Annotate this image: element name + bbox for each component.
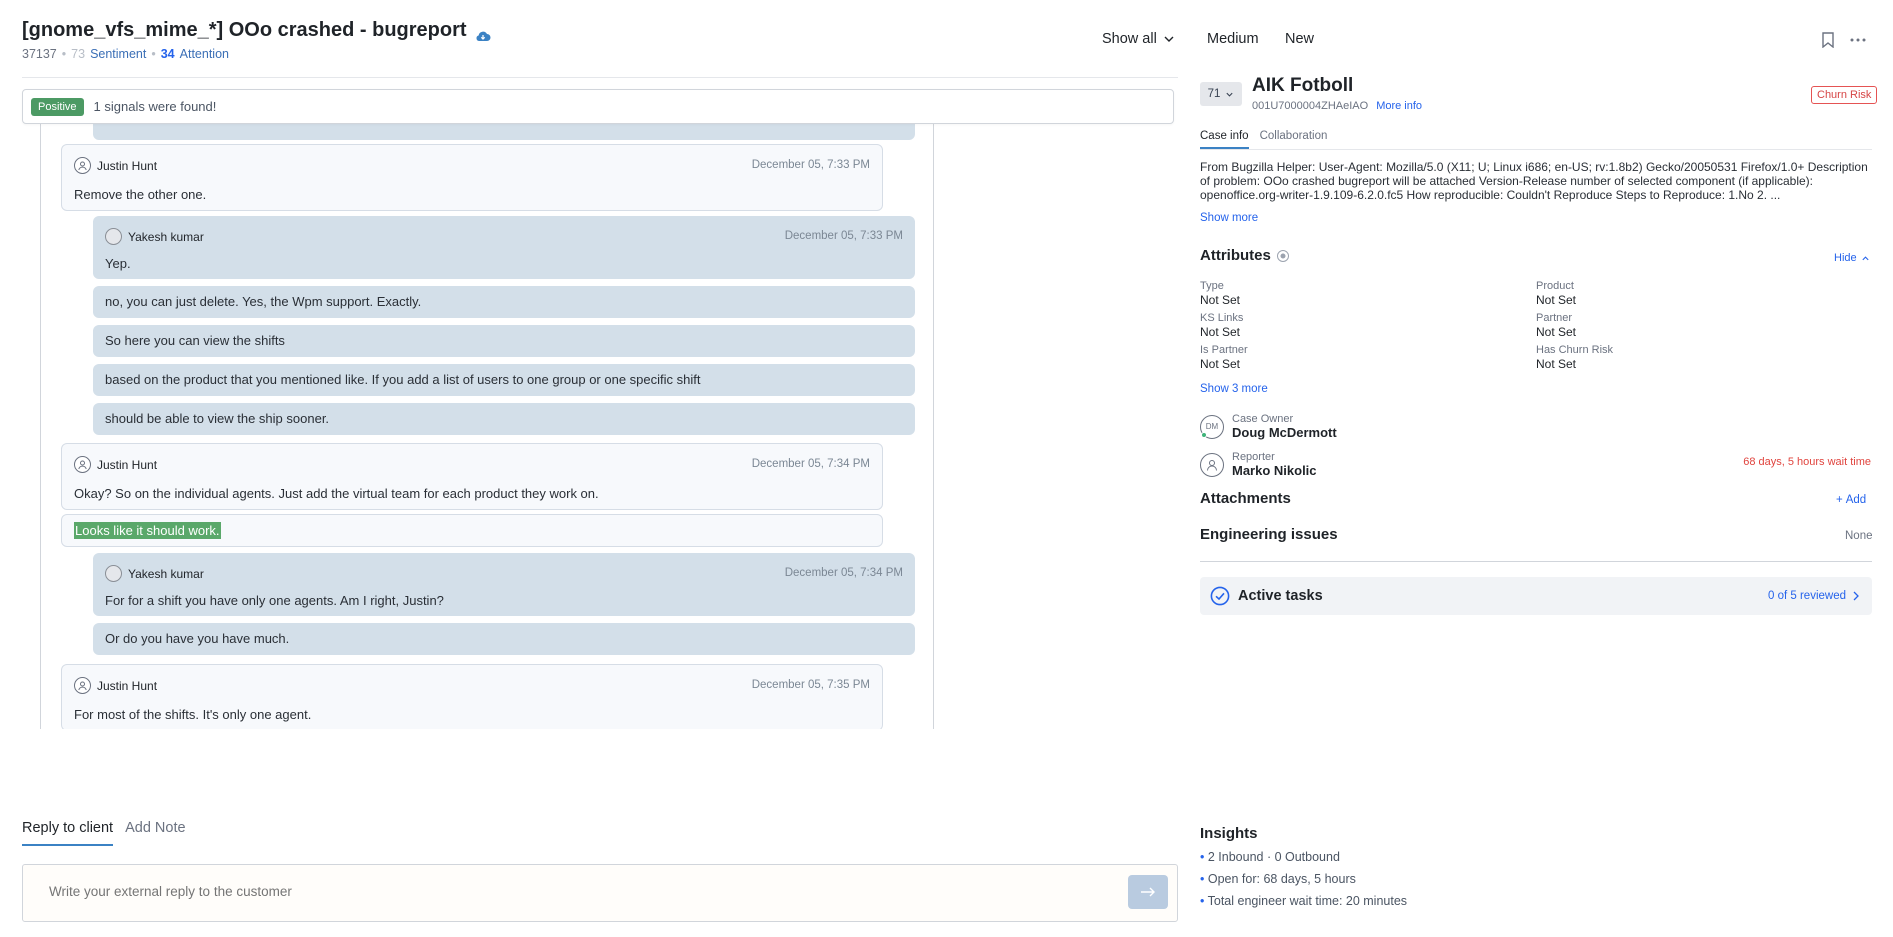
plus-icon: + [1836, 494, 1843, 506]
insight-item: • 2 Inbound · 0 Outbound [1200, 850, 1340, 864]
attribute-partner[interactable]: Partner Not Set [1536, 312, 1577, 339]
message-text: Remove the other one. [74, 187, 207, 202]
attribute-is-partner[interactable]: Is Partner Not Set [1200, 344, 1248, 371]
highlighted-signal-text[interactable]: Looks like it should work. [75, 523, 220, 538]
insight-item: • Total engineer wait time: 20 minutes [1200, 894, 1408, 908]
more-info-link[interactable]: More info [1376, 100, 1423, 112]
case-title: [gnome_vfs_mime_*] OOo crashed - bugreport [22, 19, 467, 41]
agent-message [93, 403, 915, 435]
sentiment-score: 73 [71, 47, 86, 61]
panel-tabs [1200, 130, 1327, 149]
message-author [105, 565, 204, 582]
reply-box [22, 864, 1178, 922]
message-text: no, you can just delete. Yes, the Wpm support. Exactly. [105, 294, 422, 309]
header-divider [22, 77, 1178, 78]
account-id-row [1252, 100, 1422, 112]
reporter-name: Marko Nikolic [1232, 463, 1317, 478]
message-author [74, 157, 157, 174]
message-text: Yep. [105, 256, 131, 271]
user-avatar-icon [74, 157, 91, 174]
chevron-down-icon [1225, 90, 1234, 99]
status-selector[interactable] [1285, 31, 1314, 47]
agent-message [93, 364, 915, 396]
wait-time: 68 days, 5 hours wait time [1743, 456, 1871, 468]
more-options-icon[interactable] [1848, 30, 1868, 50]
reply-tabs [22, 820, 186, 846]
message-text: Or do you have you have much. [105, 631, 290, 646]
active-tasks-title: Active tasks [1238, 588, 1323, 604]
client-message [61, 514, 883, 547]
case-description: From Bugzilla Helper: User-Agent: Mozilla/5.0 (X11; U; Linux i686; en-US; rv:1.8b2) Gecko/20050531 Firefox/1.0+ Description of problem: OOo crashed bugreport will be attached Version-Release number of selected component (if applicable): openoffice.org-writer-1.9.109-6.2.0.fc5 How reproducible: Couldn't Reproduce Steps to Reproduce: 1.No 2. ... [1200, 160, 1868, 202]
bookmark-icon[interactable] [1818, 30, 1838, 50]
agent-message [93, 325, 915, 357]
client-message [61, 144, 883, 211]
show-all-dropdown[interactable] [1102, 31, 1175, 47]
arrow-right-icon [1140, 887, 1156, 897]
engineering-issues-value: None [1845, 530, 1873, 542]
message-text: For most of the shifts. It's only one agent. [74, 707, 312, 722]
chevron-right-icon [1852, 591, 1860, 601]
message-text: Okay? So on the individual agents. Just add the virtual team for each product they work on. [74, 486, 599, 501]
agent-message [93, 286, 915, 318]
check-circle-icon [1210, 586, 1230, 606]
positive-badge: Positive [31, 98, 84, 116]
message-author [74, 677, 157, 694]
engineering-issues-title: Engineering issues [1200, 526, 1338, 543]
add-label: Add [1845, 494, 1867, 506]
show-3-more-link[interactable]: Show 3 more [1200, 383, 1268, 395]
author-name: Yakesh kumar [128, 229, 204, 244]
signals-text: 1 signals were found! [93, 99, 217, 114]
hide-label: Hide [1834, 252, 1857, 264]
attention-score: 34 [160, 47, 175, 61]
author-name: Justin Hunt [97, 457, 158, 472]
case-header [0, 0, 1893, 78]
user-avatar-icon [74, 456, 91, 473]
message-time: December 05, 7:35 PM [751, 679, 870, 691]
message-text: should be able to view the ship sooner. [105, 411, 330, 426]
agent-avatar-icon [105, 565, 122, 582]
message-text: For for a shift you have only one agents. Am I right, Justin? [105, 593, 444, 608]
hide-attributes-link[interactable] [1834, 252, 1870, 264]
agent-avatar-icon [105, 228, 122, 245]
attributes-heading [1200, 247, 1289, 264]
attention-label: Attention [179, 47, 229, 61]
account-name[interactable]: AIK Fotboll [1252, 75, 1354, 96]
case-metrics: 37137 • 73 Sentiment • 34 Attention [22, 47, 229, 61]
client-message [61, 664, 883, 729]
message-time: December 05, 7:34 PM [751, 458, 870, 470]
attribute-has-churn-risk[interactable]: Has Churn Risk Not Set [1536, 344, 1614, 371]
chevron-up-icon [1861, 254, 1870, 263]
message-author [74, 456, 157, 473]
reply-input[interactable] [49, 884, 1049, 899]
author-name: Justin Hunt [97, 678, 158, 693]
tasks-reviewed: 0 of 5 reviewed [1768, 590, 1846, 602]
chevron-down-icon [1163, 33, 1175, 45]
ticket-id: 37137 [22, 47, 57, 61]
tab-divider [1200, 149, 1872, 150]
active-tasks[interactable] [1200, 577, 1872, 615]
attribute-ks-links[interactable]: KS Links Not Set [1200, 312, 1244, 339]
attachments-title: Attachments [1200, 490, 1291, 507]
owner-role: Case Owner [1232, 413, 1294, 425]
owner-initials: DM [1205, 422, 1219, 431]
priority-label: Medium [1207, 31, 1259, 47]
sentiment-label: Sentiment [90, 47, 147, 61]
churn-risk-badge: Churn Risk [1811, 86, 1877, 104]
tab-add-note[interactable]: Add Note [125, 820, 186, 836]
account-id: 001U7000004ZHAeIAO [1252, 100, 1369, 112]
reporter-avatar-icon [1200, 453, 1224, 477]
reporter-role: Reporter [1232, 451, 1275, 463]
info-icon[interactable] [1277, 250, 1289, 262]
owner-avatar [1200, 415, 1224, 439]
case-number-dropdown[interactable] [1200, 82, 1242, 106]
author-name: Yakesh kumar [128, 566, 204, 581]
tasks-reviewed-link[interactable] [1768, 590, 1860, 602]
agent-message [93, 623, 915, 655]
message-text: based on the product that you mentioned like. If you add a list of users to one group or one specific shift [105, 372, 701, 387]
attributes-title: Attributes [1200, 247, 1271, 264]
case-number: 71 [1207, 88, 1221, 100]
tab-reply-to-client[interactable]: Reply to client [22, 820, 113, 846]
send-button[interactable] [1128, 875, 1168, 909]
insights-title: Insights [1200, 825, 1258, 842]
online-status-icon [1201, 432, 1207, 438]
reporter[interactable] [1200, 451, 1317, 478]
owner-name: Doug McDermott [1232, 425, 1337, 440]
priority-selector[interactable] [1207, 31, 1259, 47]
add-attachment-button[interactable] [1836, 494, 1866, 506]
author-name: Justin Hunt [97, 158, 158, 173]
case-owner[interactable] [1200, 413, 1337, 440]
status-label: New [1285, 31, 1315, 47]
signals-bar[interactable] [22, 89, 1174, 124]
cloud-sync-icon [475, 25, 491, 37]
show-all-label: Show all [1102, 31, 1157, 47]
message-time: December 05, 7:34 PM [784, 567, 903, 579]
attribute-type[interactable]: Type Not Set [1200, 280, 1241, 307]
agent-message [93, 216, 915, 279]
tab-case-info[interactable]: Case info [1200, 130, 1249, 149]
message-author [105, 228, 204, 245]
conversation-thread[interactable] [40, 112, 934, 729]
section-divider [1200, 561, 1872, 562]
page-title [22, 19, 491, 42]
tab-collaboration[interactable]: Collaboration [1259, 130, 1328, 142]
agent-message [93, 553, 915, 616]
message-time: December 05, 7:33 PM [751, 159, 870, 171]
insight-item: • Open for: 68 days, 5 hours [1200, 872, 1356, 886]
message-text [74, 523, 221, 538]
show-more-link[interactable]: Show more [1200, 212, 1259, 224]
user-avatar-icon [74, 677, 91, 694]
message-time: December 05, 7:33 PM [784, 230, 903, 242]
message-text: So here you can view the shifts [105, 333, 285, 348]
attribute-product[interactable]: Product Not Set [1536, 280, 1577, 307]
client-message [61, 443, 883, 510]
